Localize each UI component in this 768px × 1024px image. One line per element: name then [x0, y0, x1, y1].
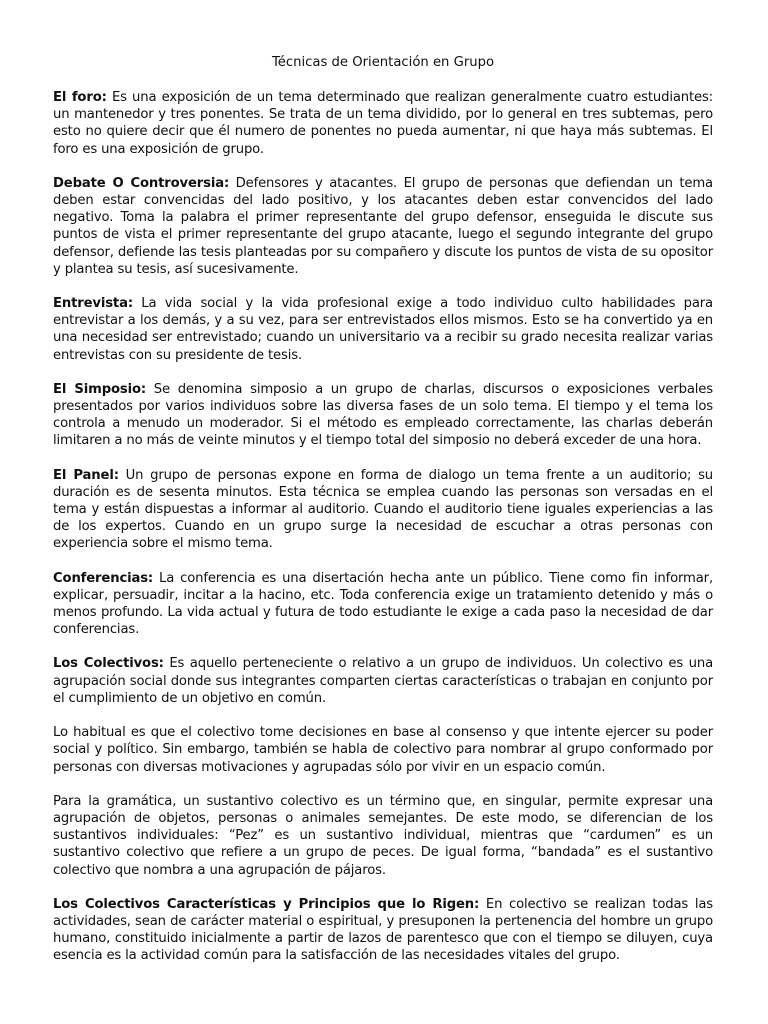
document-page — [53, 54, 713, 982]
paragraph-text: En colectivo se realizan todas las actividades, sean de carácter material o espiritual, y presuponen la pertenencia del hombre un grupo humano, constituido inicialmente a partir de lazos de parentesco que con el tiempo se diluyen, cuya esencia es la actividad común para la satisfacción de las necesidades vitales del grupo. — [53, 896, 714, 964]
term-heading: Entrevista: — [53, 296, 133, 312]
paragraph-colectivos-consenso — [53, 724, 713, 776]
paragraph-text: Un grupo de personas expone en forma de dialogo un tema frente a un auditorio; su duración es de sesenta minutos. Esta técnica se emplea cuando las personas son versadas en el tema y están dispuestas a informar al auditorio. Cuando el auditorio tiene iguales experiencias a las de los expertos. Cuando en un grupo surge la necesidad de escuchar a otras personas con experiencia sobre el mismo tema. — [53, 467, 713, 552]
paragraph-text: Se denomina simposio a un grupo de charlas, discursos o exposiciones verbales presentados por varios individuos sobre las diversa fases de un solo tema. El tiempo y el tema los controla a menudo un moderador. Si el método es empleado correctamente, las charlas deberán limitaren a no más de veinte minutos y el tiempo total del simposio no deberá exceder de una hora. — [53, 381, 713, 449]
term-heading: Conferencias: — [53, 570, 154, 586]
term-heading: El foro: — [53, 90, 107, 105]
term-heading: Los Colectivos: — [53, 656, 164, 672]
paragraph-text: La vida social y la vida profesional exige a todo individuo culto habilidades para entrevistar a los demás, y a su vez, para ser entrevistados ellos mismos. Esto se ha convertido ya en una necesidad ser entrevistado; cuando un universitario va a recibir su grado necesita realizar varias entrevistas con su presidente de tesis. — [53, 296, 713, 363]
paragraph-text: Es aquello perteneciente o relativo a un grupo de individuos. Un colectivo es una agrupación social donde sus integrantes comparten ciertas características o trabajan en conjunto por el cumplimiento de un objetivo en común. — [53, 656, 713, 706]
term-heading: Los Colectivos Características y Principios que lo Rigen: — [53, 896, 480, 912]
paragraph-debate — [53, 175, 713, 278]
paragraph-text: Defensores y atacantes. El grupo de personas que defiendan un tema deben estar convencidas del lado positivo, y los atacantes deben estar convencidos del lado negativo. Toma la palabra el primer representante del grupo defensor, enseguida le discute sus puntos de vista el primer representante del grupo atacante, luego el segundo integrante del grupo defensor, defiende las tesis planteadas por su compañero y discute los puntos de vista de su opositor y plantea su tesis, así sucesivamente. — [53, 175, 713, 277]
page-title: Técnicas de Orientación en Grupo — [271, 55, 495, 70]
term-heading: El Simposio: — [53, 381, 146, 397]
paragraph-el-foro — [53, 89, 713, 158]
term-heading: Debate O Controversia: — [53, 175, 230, 191]
paragraph-text: Es una exposición de un tema determinado que realizan generalmente cuatro estudiantes: un mantenedor y tres ponentes. Se trata de un tema dividido, por lo general en tres subtemas, pero esto no quiere decir que él numero de ponentes no pueda aumentar, ni que haya más subtemas. El foro es una exposición de grupo. — [53, 90, 713, 157]
paragraph-text: La conferencia es una disertación hecha ante un público. Tiene como fin informar, explicar, persuadir, incitar a la hacino, etc. Toda conferencia exige un tratamiento detenido y más o menos profundo. La vida actual y futura de todo estudiante le exige a cada paso la necesidad de dar conferencias. — [53, 570, 713, 638]
term-heading: El Panel: — [53, 467, 119, 483]
paragraph-entrevista — [53, 295, 713, 364]
paragraph-text: Lo habitual es que el colectivo tome decisiones en base al consenso y que intente ejercer su poder social y político. Sin embargo, también se habla de colectivo para nombrar al grupo conformado por personas con diversas motivaciones y agrupadas sólo por vivir en un espacio común. — [53, 725, 713, 775]
paragraph-panel — [53, 467, 713, 553]
paragraph-text: Para la gramática, un sustantivo colectivo es un término que, en singular, permite expresar una agrupación de objetos, personas o animales semejantes. De este modo, se diferencian de los sustantivos individuales: “Pez” es un sustantivo individual, mientras que “cardumen” es un sustantivo colectivo que refiere a un grupo de peces. De igual forma, “bandada” es el sustantivo colectivo que nombra a una agrupación de pájaros. — [53, 793, 713, 878]
paragraph-simposio — [53, 381, 713, 450]
paragraph-colectivos — [53, 655, 713, 707]
paragraph-colectivos-gramatica — [53, 793, 713, 879]
paragraph-conferencias — [53, 570, 713, 639]
paragraph-colectivos-caracteristicas — [53, 896, 713, 965]
